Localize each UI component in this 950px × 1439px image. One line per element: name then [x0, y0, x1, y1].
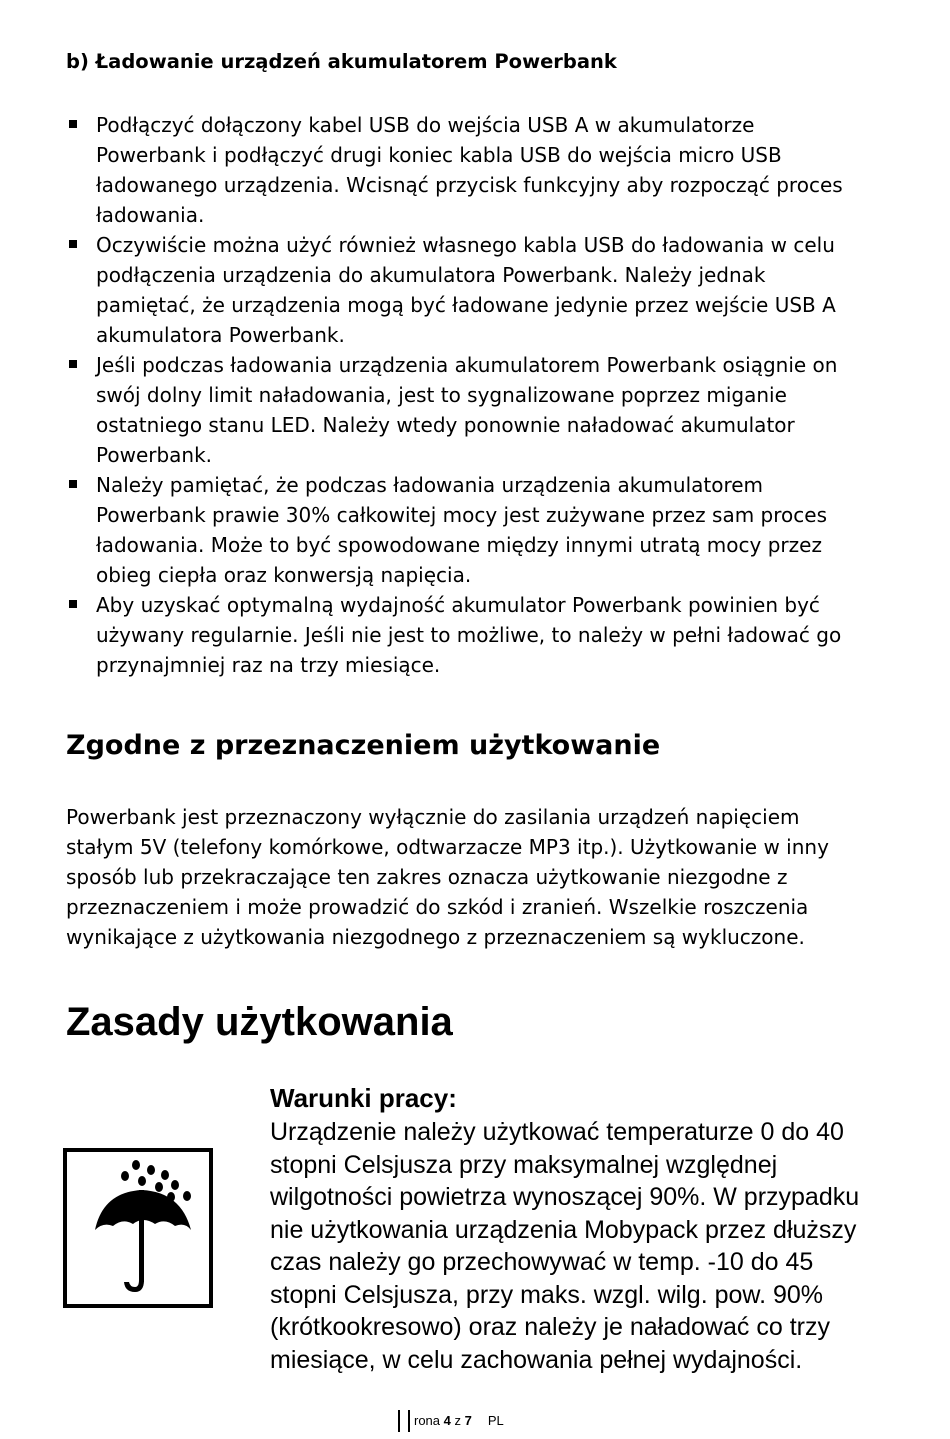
page-label: rona	[414, 1413, 444, 1428]
bullet-square-icon	[69, 120, 77, 128]
bullet-square-icon	[69, 360, 77, 368]
bullet-item	[66, 470, 856, 590]
page-total: 7	[464, 1413, 472, 1428]
bullet-square-icon	[69, 600, 77, 608]
bullet-item	[66, 110, 856, 230]
bullet-text: Aby uzyskać optymalną wydajność akumulator Powerbank powinien być używany regularnie. Jeśli nie jest to możliwe, to należy w pełni ładować go przynajmniej raz na trzy miesiące.	[96, 593, 842, 677]
bullet-text: Podłączyć dołączony kabel USB do wejścia USB A w akumulatorze Powerbank i podłączyć drugi koniec kabla USB do wejścia micro USB ładowanego urządzenia. Wcisnąć przycisk funkcyjny aby rozpocząć proces ładowania.	[96, 113, 843, 227]
section-b-title: b) Ładowanie urządzeń akumulatorem Powerbank	[66, 50, 617, 73]
bullet-item	[66, 350, 856, 470]
intended-use-heading: Zgodne z przeznaczeniem użytkowanie	[66, 730, 661, 761]
bullet-square-icon	[69, 240, 77, 248]
page-mark-icon	[398, 1410, 410, 1432]
bullet-item	[66, 230, 856, 350]
intended-use-text: Powerbank jest przeznaczony wyłącznie do zasilania urządzeń napięciem stałym 5V (telefony komórkowe, odtwarzacze MP3 itp.). Użytkowanie w inny sposób lub przekraczające ten zakres oznacza użytkowanie niezgodne z przeznaczeniem i może prowadzić do szkód i zranień. Wszelkie roszczenia wynikające z użytkowania niezgodnego z przeznaczeniem są wykluczone.	[66, 805, 829, 949]
working-conditions-title: Warunki pracy:	[270, 1083, 457, 1113]
keep-dry-umbrella-icon	[63, 1148, 213, 1308]
bullet-text: Oczywiście można użyć również własnego kabla USB do ładowania w celu podłączenia urządzenia do akumulatora Powerbank. Należy jednak pamiętać, że urządzenia mogą być ładowane jedynie przez wejście USB A akumulatora Powerbank.	[96, 233, 836, 347]
bullet-text: Należy pamiętać, że podczas ładowania urządzenia akumulatorem Powerbank prawie 30% całkowitej mocy jest zużywane przez sam proces ładowania. Może to być spowodowane między innymi utratą mocy przez obieg ciepła oraz konwersją napięcia.	[96, 473, 827, 587]
page-separator: z	[450, 1413, 465, 1428]
language-code: PL	[487, 1413, 504, 1428]
bullet-square-icon	[69, 480, 77, 488]
charging-bullet-list	[66, 110, 856, 680]
page-number: 4	[443, 1413, 451, 1428]
working-conditions-text: Urządzenie należy użytkować temperaturze 0 do 40 stopni Celsjusza przy maksymalnej względnej wilgotności powietrza wynoszącej 90%. W przypadku nie użytkowania urządzenia Mobypack przez dłuższy czas należy go przechowywać w temp. -10 do 45 stopni Celsjusza, przy maks. wzgl. wilg. pow. 90% (krótkookresowo) oraz należy je naładować co trzy miesiące, w celu zachowania pełnej wydajności.	[270, 1118, 860, 1374]
page-footer	[398, 1410, 504, 1432]
usage-rules-heading: Zasady użytkowania	[66, 1000, 453, 1044]
bullet-item	[66, 590, 856, 680]
bullet-text: Jeśli podczas ładowania urządzenia akumulatorem Powerbank osiągnie on swój dolny limit naładowania, jest to sygnalizowane poprzez miganie ostatniego stanu LED. Należy wtedy ponownie naładować akumulator Powerbank.	[96, 353, 838, 467]
